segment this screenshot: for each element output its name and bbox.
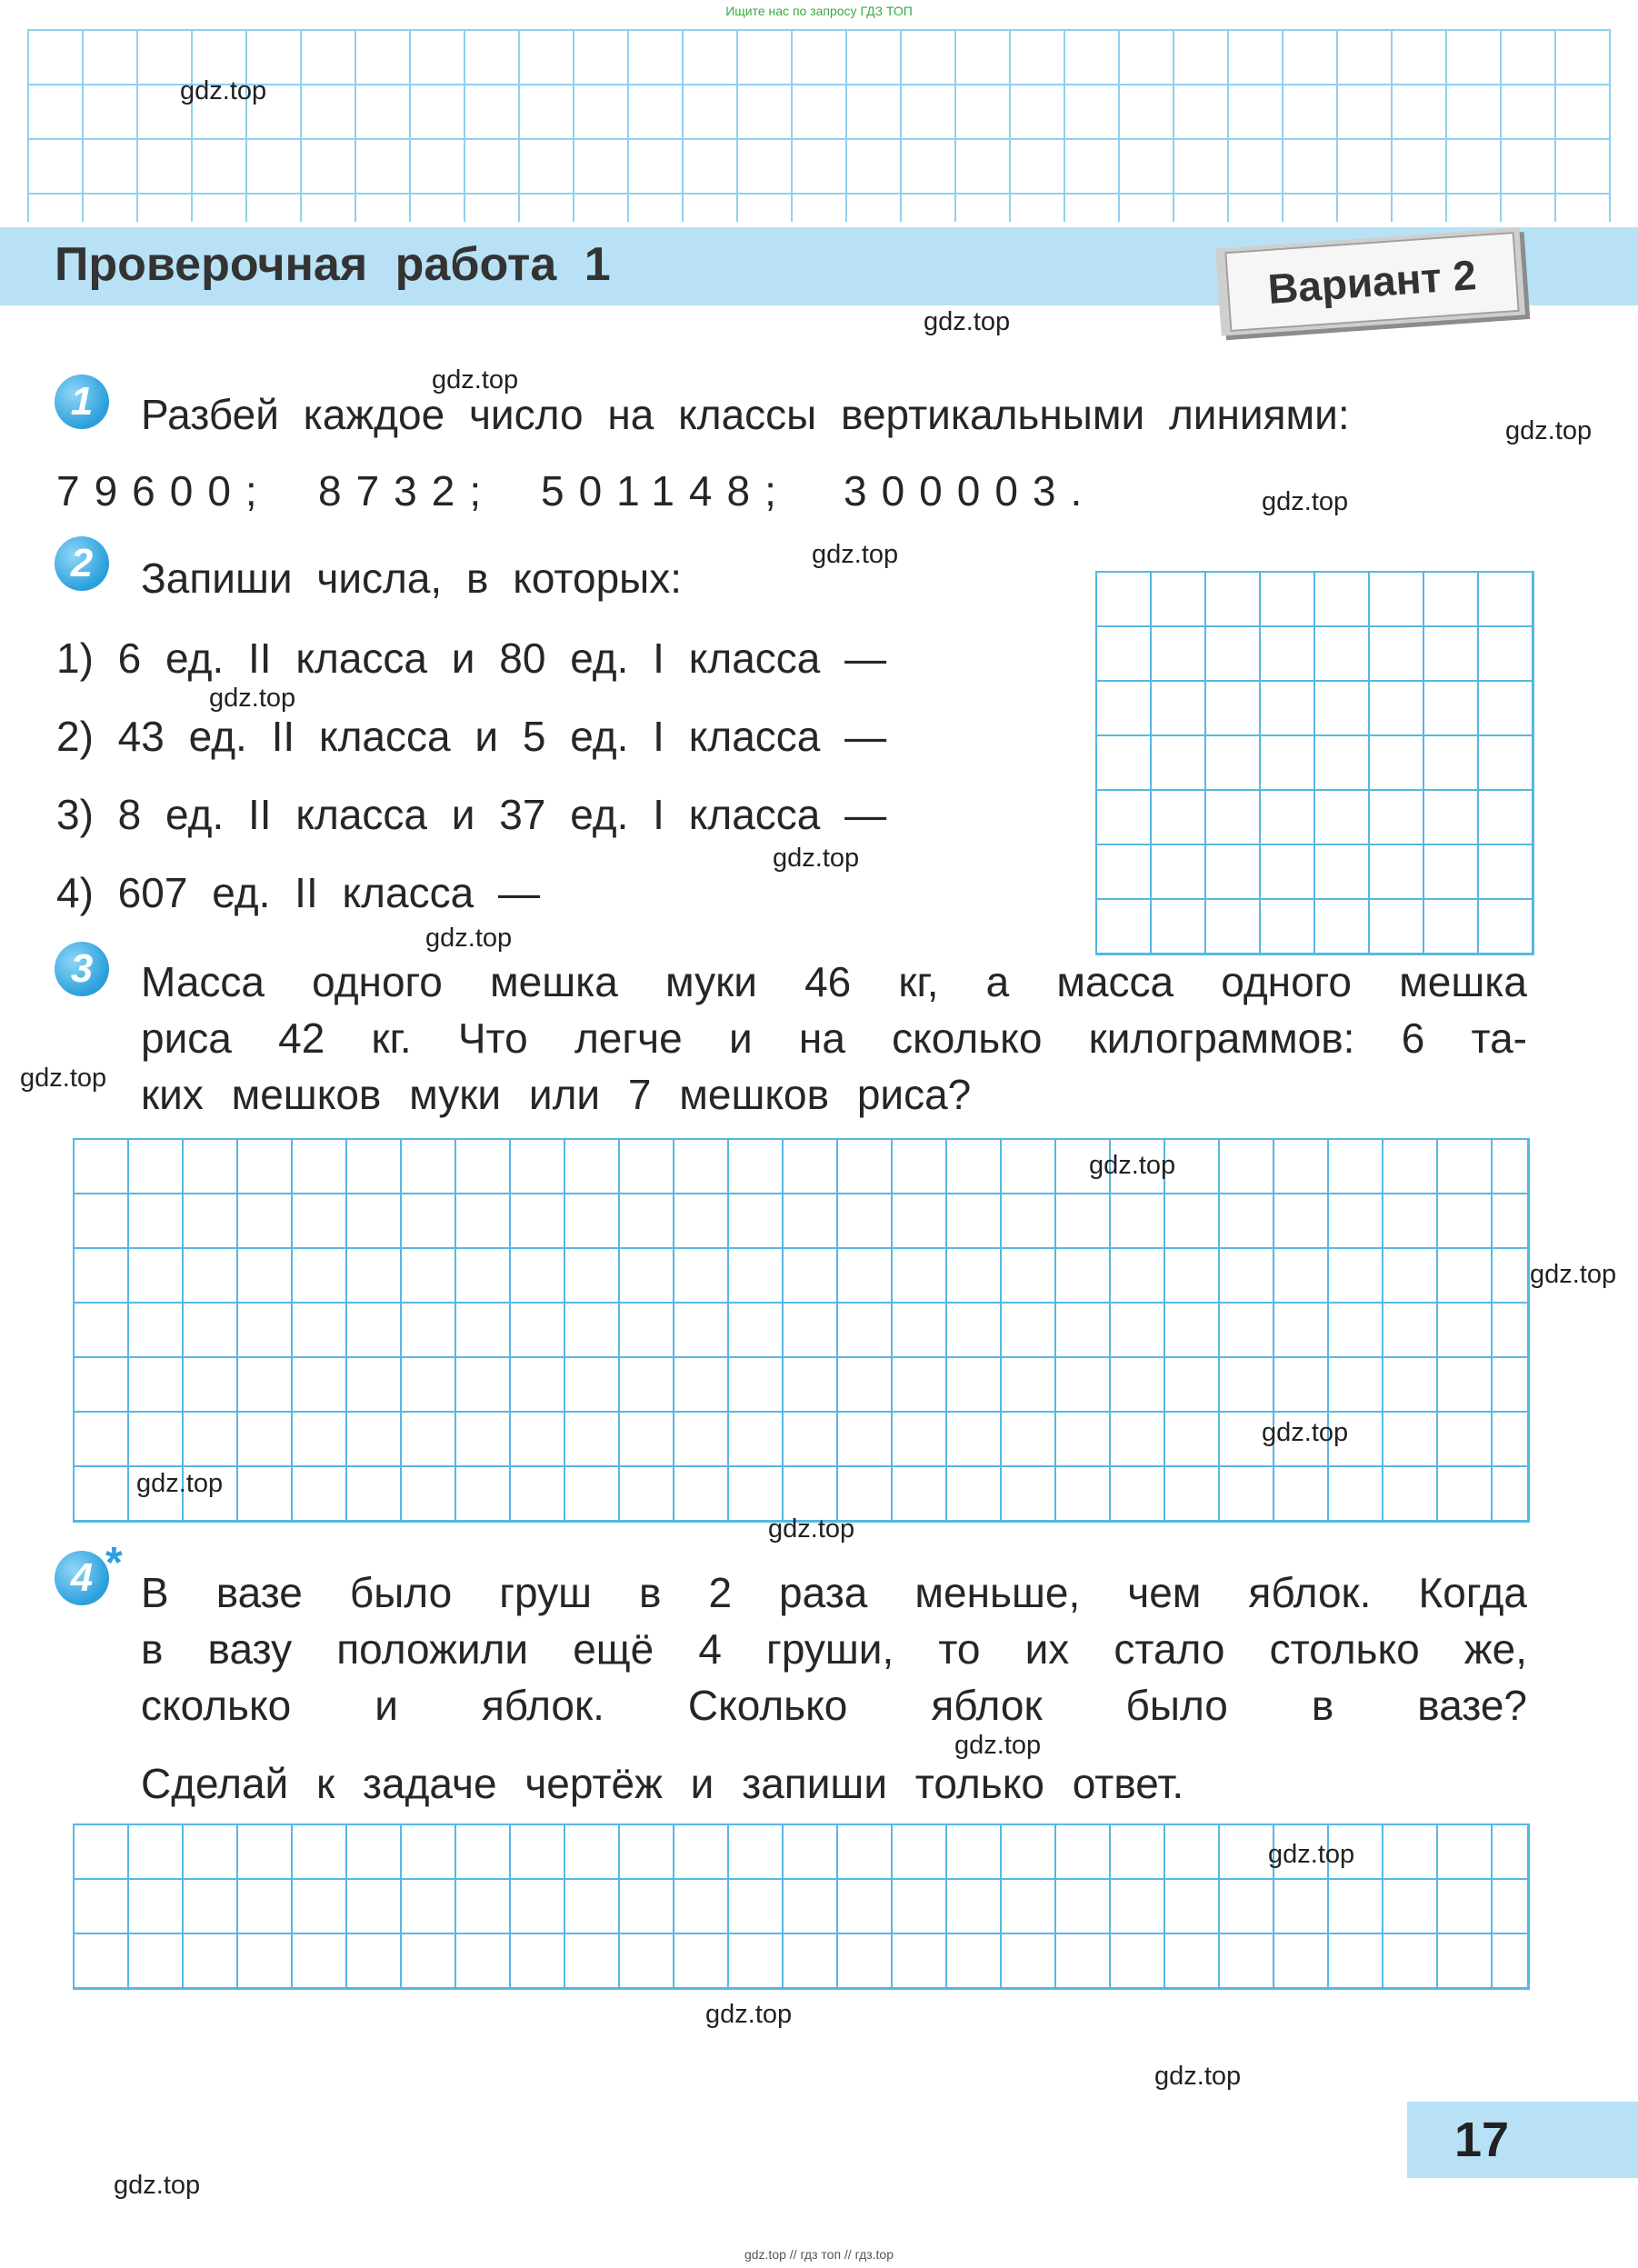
watermark: gdz.top — [425, 924, 513, 953]
task-2-item-3: 3) 8 ед. II класса и 37 ед. I класса — — [56, 791, 887, 838]
task-1-number-2: 8732; — [318, 467, 496, 515]
watermark: gdz.top — [180, 76, 267, 105]
variant-label: Вариант 2 — [1224, 232, 1519, 332]
watermark: gdz.top — [705, 2000, 793, 2029]
task-3-badge: 3 — [55, 942, 109, 996]
watermark: gdz.top — [773, 844, 860, 873]
task-2-answer-grid[interactable] — [1095, 571, 1534, 955]
watermark: gdz.top — [1505, 416, 1593, 445]
task-2-item-2: 2) 43 ед. II класса и 5 ед. I класса — — [56, 713, 887, 760]
task-2-badge: 2 — [55, 536, 109, 591]
task-1-badge: 1 — [55, 375, 109, 429]
task-4-line-1: В вазе было груш в 2 раза меньше, чем яблок. Когда — [141, 1569, 1527, 1616]
task-1-number-4: 300003. — [844, 467, 1097, 515]
watermark: gdz.top — [136, 1469, 224, 1498]
watermark: gdz.top — [209, 684, 296, 713]
task-3-line-2: риса 42 кг. Что легче и на сколько килограммов: 6 та- — [141, 1014, 1527, 1062]
watermark: gdz.top — [1268, 1840, 1355, 1869]
task-4-line-2: в вазу положили ещё 4 груши, то их стало столько же, — [141, 1625, 1527, 1673]
watermark: gdz.top — [114, 2171, 201, 2200]
watermark: gdz.top — [1154, 2062, 1242, 2091]
task-1-number-1: 79600; — [56, 467, 272, 515]
task-3-line-3: ких мешков муки или 7 мешков риса? — [141, 1071, 972, 1118]
task-4-instruction: Сделай к задаче чертёж и запиши только ответ. — [141, 1760, 1184, 1807]
task-1-number-3: 501148; — [541, 467, 791, 515]
header-ad[interactable]: Ищите нас по запросу ГДЗ ТОП — [725, 4, 913, 18]
task-3-answer-grid[interactable] — [73, 1138, 1530, 1523]
watermark: gdz.top — [1530, 1260, 1617, 1289]
watermark: gdz.top — [20, 1064, 107, 1093]
watermark: gdz.top — [432, 365, 519, 395]
page-number: 17 — [1454, 2113, 1510, 2167]
watermark: gdz.top — [1262, 1418, 1349, 1447]
task-2-text: Запиши числа, в которых: — [141, 555, 682, 602]
page-title: Проверочная работа 1 — [55, 238, 611, 291]
task-2-item-1: 1) 6 ед. II класса и 80 ед. I класса — — [56, 634, 887, 682]
watermark: gdz.top — [768, 1514, 855, 1544]
watermark: gdz.top — [954, 1731, 1042, 1760]
task-3-line-1: Масса одного мешка муки 46 кг, а масса одного мешка — [141, 958, 1527, 1005]
task-2-item-4: 4) 607 ед. II класса — — [56, 869, 540, 916]
task-4-star: * — [105, 1539, 123, 1587]
watermark: gdz.top — [1262, 487, 1349, 516]
task-4-line-3: сколько и яблок. Сколько яблок было в вазе? — [141, 1682, 1527, 1729]
watermark: gdz.top — [1089, 1151, 1176, 1180]
page-number-tab — [1407, 2102, 1638, 2178]
top-grid-strip — [27, 29, 1611, 222]
footer-ad[interactable]: gdz.top // гдз топ // гдз.top — [744, 2247, 894, 2262]
watermark: gdz.top — [924, 307, 1011, 336]
watermark: gdz.top — [812, 540, 899, 569]
task-4-badge: 4 — [55, 1551, 109, 1605]
task-1-text: Разбей каждое число на классы вертикальными линиями: — [141, 391, 1350, 438]
